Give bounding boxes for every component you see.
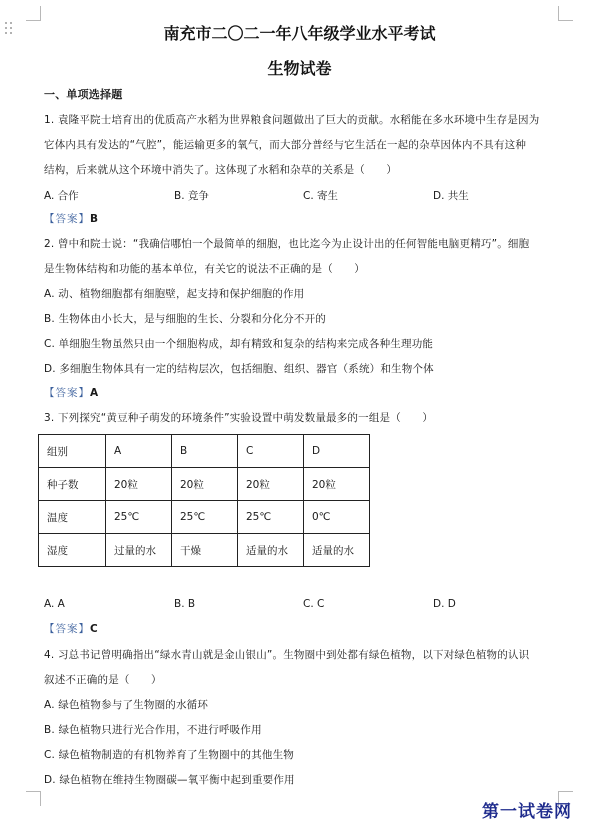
question-2-text-line-1: 2. 曾中和院士说：“我确信哪怕一个最简单的细胞，也比迄今为止设计出的任何智能电脑更精巧”。细胞 [44, 238, 530, 250]
question-4-text-line-1: 4. 习总书记曾明确指出“绿水青山就是金山银山”。生物圈中到处都有绿色植物，以下对绿色植物的认识 [44, 649, 530, 661]
site-watermark: 第一试卷网 [482, 802, 572, 822]
table-cell: 湿度 [39, 534, 106, 567]
table-header-cell: D [304, 435, 370, 468]
answer-key-label: 【答案】 [44, 387, 90, 399]
table-cell: 温度 [39, 501, 106, 534]
table-cell: 25℃ [106, 501, 172, 534]
table-cell: 25℃ [238, 501, 304, 534]
crop-mark-bottom-left [26, 791, 41, 806]
table-cell: 种子数 [39, 468, 106, 501]
question-1-text-line-2: 它体内具有发达的“气腔”，能运输更多的氧气，而大部分普经与它生活在一起的杂草因体内不具有这种 [44, 139, 527, 151]
answer-value: B [90, 213, 99, 225]
table-cell: 25℃ [172, 501, 238, 534]
question-1-text-line-1: 1. 袁隆平院士培育出的优质高产水稻为世界粮食问题做出了巨大的贡献。水稻能在多水环境中生存是因为 [44, 114, 540, 126]
table-cell: 适量的水 [238, 534, 304, 567]
question-3-answer [44, 622, 98, 636]
question-2-option-a: A. 动、植物细胞都有细胞壁，起支持和保护细胞的作用 [44, 288, 305, 300]
question-1-text-line-3: 结构，后来就从这个环境中消失了。这体现了水稻和杂草的关系是（ ） [44, 164, 398, 176]
question-3-option-d: D. D [433, 598, 456, 610]
table-cell: 适量的水 [304, 534, 370, 567]
question-4-option-b: B. 绿色植物只进行光合作用，不进行呼吸作用 [44, 724, 262, 736]
table-cell: 20粒 [172, 468, 238, 501]
question-1-answer [44, 212, 98, 226]
table-cell: 干燥 [172, 534, 238, 567]
table-header-cell: C [238, 435, 304, 468]
answer-key-label: 【答案】 [44, 623, 90, 635]
exam-subtitle: 生物试卷 [267, 59, 332, 78]
section-heading: 一、单项选择题 [44, 88, 123, 101]
question-1-option-c: C. 寄生 [303, 190, 339, 202]
table-cell: 20粒 [238, 468, 304, 501]
answer-key-label: 【答案】 [44, 213, 90, 225]
table-header-cell: A [106, 435, 172, 468]
question-4-text-line-2: 叙述不正确的是（ ） [44, 674, 162, 686]
crop-mark-top-right [558, 6, 573, 21]
question-4-option-a: A. 绿色植物参与了生物圈的水循环 [44, 699, 209, 711]
question-2-answer [44, 386, 98, 400]
experiment-table [38, 434, 370, 567]
table-header-row [39, 435, 370, 468]
table-row [39, 501, 370, 534]
exam-title: 南充市二〇二一年八年级学业水平考试 [163, 24, 436, 43]
table-cell: 0℃ [304, 501, 370, 534]
table-cell: 过量的水 [106, 534, 172, 567]
table-header-cell: B [172, 435, 238, 468]
table-row [39, 534, 370, 567]
answer-value: A [90, 387, 99, 399]
question-1-option-a: A. 合作 [44, 190, 79, 202]
question-2-option-c: C. 单细胞生物虽然只由一个细胞构成，却有精致和复杂的结构来完成各种生理功能 [44, 338, 434, 350]
question-1-option-d: D. 共生 [433, 190, 469, 202]
table-row [39, 468, 370, 501]
question-3-option-b: B. B [174, 598, 196, 610]
crop-mark-top-left [26, 6, 41, 21]
answer-value: C [90, 623, 98, 635]
question-3-option-c: C. C [303, 598, 325, 610]
question-4-option-c: C. 绿色植物制造的有机物养育了生物圈中的其他生物 [44, 749, 295, 761]
table-cell: 20粒 [106, 468, 172, 501]
table-cell: 20粒 [304, 468, 370, 501]
question-3-option-a: A. A [44, 598, 65, 610]
table-header-cell: 组别 [39, 435, 106, 468]
question-1-option-b: B. 竞争 [174, 190, 209, 202]
question-2-text-line-2: 是生物体结构和功能的基本单位，有关它的说法不正确的是（ ） [44, 263, 365, 275]
question-4-option-d: D. 绿色植物在维持生物圈碳—氧平衡中起到重要作用 [44, 774, 295, 786]
question-2-option-b: B. 生物体由小长大，是与细胞的生长、分裂和分化分不开的 [44, 313, 326, 325]
question-3-text-line-1: 3. 下列探究“黄豆种子萌发的环境条件”实验设置中萌发数量最多的一组是（ ） [44, 412, 434, 424]
question-2-option-d: D. 多细胞生物体具有一定的结构层次，包括细胞、组织、器官（系统）和生物个体 [44, 363, 434, 375]
